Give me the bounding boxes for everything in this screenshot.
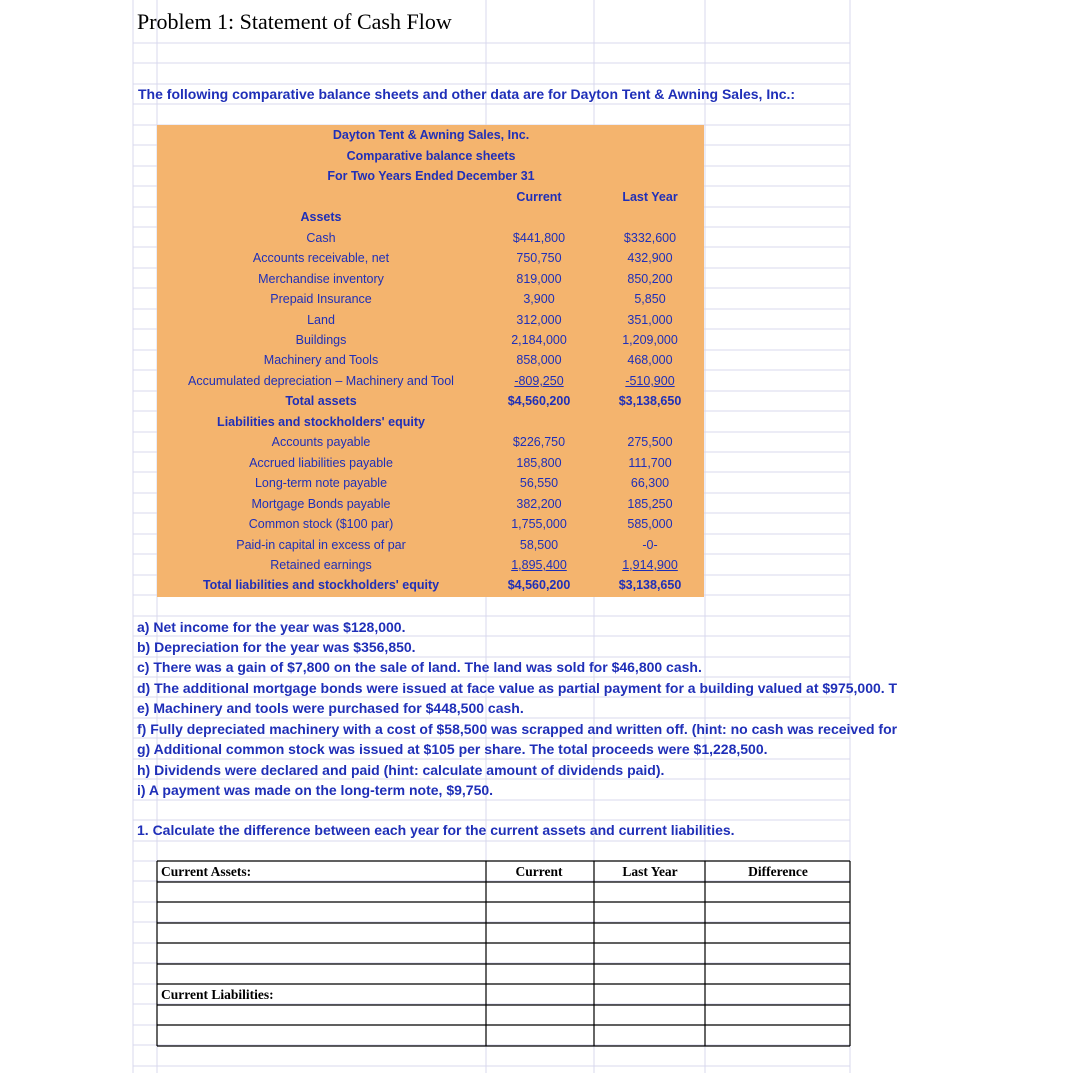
liability-current: 1,895,400 [511,558,567,572]
note-item: e) Machinery and tools were purchased for $448,500 cash. [137,700,524,716]
column-header-current: Current [516,190,562,204]
current-liabilities-label: Current Liabilities: [161,987,274,1002]
liability-last: 1,914,900 [622,558,678,572]
asset-label: Cash [306,231,336,245]
asset-last: 850,200 [627,272,673,286]
note-item: c) There was a gain of $7,800 on the sale of land. The land was sold for $46,800 cash. [137,659,702,675]
liability-label: Retained earnings [270,558,372,572]
asset-label: Accounts receivable, net [252,251,390,265]
liability-current: 1,755,000 [511,517,567,531]
note-item: a) Net income for the year was $128,000. [137,619,406,635]
total-assets-label: Total assets [285,394,357,408]
liability-current: 382,200 [516,497,562,511]
total-liabilities-last: $3,138,650 [618,578,682,592]
liability-label: Long-term note payable [254,476,388,490]
column-header-last-year: Last Year [622,190,678,204]
asset-current: 312,000 [516,313,562,327]
liability-label: Paid-in capital in excess of par [236,538,406,552]
sheet-subtitle: Comparative balance sheets [346,149,516,163]
asset-current: 2,184,000 [511,333,567,347]
sheet-period: For Two Years Ended December 31 [327,169,535,183]
asset-current: -809,250 [514,374,564,388]
total-liabilities-label: Total liabilities and stockholders' equity [202,578,440,592]
total-liabilities-current: $4,560,200 [507,578,571,592]
asset-current: 750,750 [516,251,562,265]
asset-label: Land [307,313,335,327]
question-1: 1. Calculate the difference between each year for the current assets and current liabilities. [137,822,735,838]
total-assets-last: $3,138,650 [618,394,682,408]
liability-label: Mortgage Bonds payable [251,497,391,511]
liability-last: 275,500 [627,435,673,449]
asset-last: 432,900 [627,251,673,265]
asset-label: Buildings [295,333,347,347]
liability-last: 66,300 [630,476,670,490]
liabilities-heading: Liabilities and stockholders' equity [217,415,425,429]
liability-last: 185,250 [627,497,673,511]
answer-col-difference: Difference [748,864,808,879]
note-item: b) Depreciation for the year was $356,850. [137,639,416,655]
liability-last: 111,700 [628,456,672,470]
asset-current: 858,000 [516,353,562,367]
asset-last: 1,209,000 [622,333,678,347]
asset-label: Merchandise inventory [258,272,384,286]
asset-current: 3,900 [523,292,555,306]
liability-label: Accrued liabilities payable [249,456,393,470]
intro-text: The following comparative balance sheets and other data are for Dayton Tent & Awning Sales, Inc.: [138,86,796,102]
liability-last: 585,000 [627,517,673,531]
asset-last: 468,000 [627,353,673,367]
asset-label: Machinery and Tools [263,353,379,367]
liability-label: Common stock ($100 par) [248,517,394,531]
note-item: d) The additional mortgage bonds were issued at face value as partial payment for a building valued at $975,000. T [137,680,898,696]
liability-current: 56,550 [519,476,559,490]
note-item: g) Additional common stock was issued at $105 per share. The total proceeds were $1,228,500. [137,741,768,757]
answer-col-last-year: Last Year [622,864,678,879]
page-title: Problem 1: Statement of Cash Flow [137,9,452,34]
company-name: Dayton Tent & Awning Sales, Inc. [332,128,530,142]
asset-label: Accumulated depreciation – Machinery and Tool [188,374,454,388]
note-item: i) A payment was made on the long-term note, $9,750. [137,782,494,798]
total-assets-current: $4,560,200 [507,394,571,408]
assets-heading: Assets [300,210,342,224]
asset-label: Prepaid Insurance [270,292,372,306]
liability-current: 58,500 [519,538,559,552]
asset-last: -510,900 [625,374,675,388]
answer-col-current: Current [515,864,563,879]
liability-current: 185,800 [516,456,562,470]
asset-last: 351,000 [627,313,673,327]
asset-last: $332,600 [623,231,677,245]
current-assets-label: Current Assets: [161,864,252,879]
asset-current: 819,000 [516,272,562,286]
asset-current: $441,800 [512,231,566,245]
liability-last: -0- [642,538,658,552]
note-item: f) Fully depreciated machinery with a cost of $58,500 was scrapped and written off. (hint: no cash was received for [137,721,898,737]
liability-current: $226,750 [512,435,566,449]
asset-last: 5,850 [634,292,666,306]
note-item: h) Dividends were declared and paid (hint: calculate amount of dividends paid). [137,762,665,778]
liability-label: Accounts payable [271,435,371,449]
